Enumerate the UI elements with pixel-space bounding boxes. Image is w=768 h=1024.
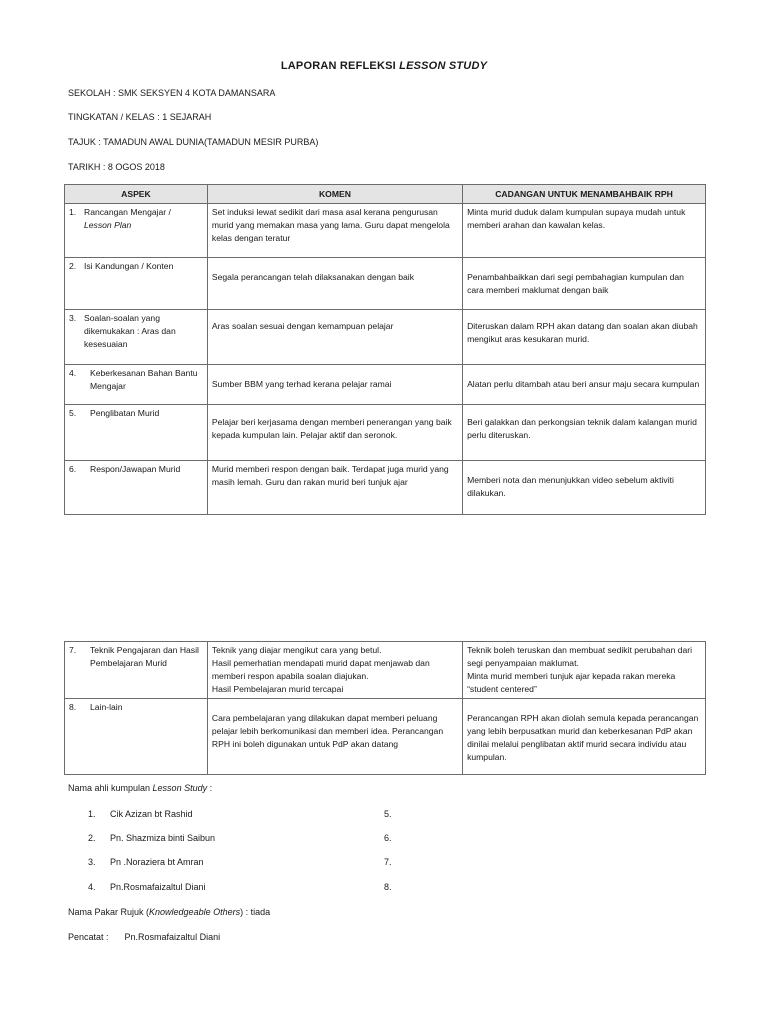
table-row — [65, 258, 706, 310]
table-row — [65, 405, 706, 461]
table-header-row — [65, 185, 706, 204]
komen-cell: Cara pembelajaran yang dilakukan dapat memberi peluang pelajar lebih berkomunikasi dan memberi idea. Perancangan RPH ini boleh digunakan untuk PdP akan datang — [207, 699, 462, 775]
row-number: 3. — [69, 313, 77, 323]
komen-cell: Pelajar beri kerjasama dengan memberi penerangan yang baik kepada kumpulan lain. Pelajar aktif dan seronok. — [207, 405, 462, 461]
meta-tajuk: TAJUK : TAMADUN AWAL DUNIA(TAMADUN MESIR PURBA) — [68, 137, 319, 147]
komen-cell: Set induksi lewat sedikit dari masa asal kerana pengurusan murid yang memakan masa yang lama. Guru dapat mengelola kelas dengan teratur — [207, 204, 462, 258]
table-row — [65, 310, 706, 365]
pakar-rujuk: Nama Pakar Rujuk (Knowledgeable Others) : tiada — [68, 907, 271, 917]
row-number: 2. — [69, 261, 77, 271]
lesson-plan-label: Lesson Plan — [84, 220, 132, 230]
komen-cell: Murid memberi respon dengan baik. Terdapat juga murid yang masih lemah. Guru dan rakan murid beri tunjuk ajar — [207, 461, 462, 515]
table-row — [65, 642, 706, 699]
meta-tarikh: TARIKH : 8 OGOS 2018 — [68, 162, 165, 172]
header-komen: KOMEN — [207, 185, 462, 204]
cadangan-cell: Alatan perlu ditambah atau beri ansur maju secara kumpulan — [463, 365, 706, 405]
aspek-cell: 3. Soalan-soalan yang dikemukakan : Aras dan kesesuaian — [65, 310, 208, 365]
aspek-cell: 7. Teknik Pengajaran dan Hasil Pembelajaran Murid — [65, 642, 208, 699]
pencatat: Pencatat : Pn.Rosmafaizaltul Diani — [68, 932, 221, 942]
meta-kelas: TINGKATAN / KELAS : 1 SEJARAH — [68, 112, 212, 122]
member-item: 4. Pn.Rosmafaizaltul Diani — [88, 882, 206, 892]
header-aspek: ASPEK — [65, 185, 208, 204]
table-row — [65, 699, 706, 775]
row-number: 1. — [69, 207, 77, 217]
row-number: 4. — [69, 368, 77, 378]
member-item: 1. Cik Azizan bt Rashid — [88, 809, 193, 819]
aspek-cell: 6. Respon/Jawapan Murid — [65, 461, 208, 515]
table-row — [65, 461, 706, 515]
member-slot-number: 7. — [384, 857, 392, 867]
komen-cell: Segala perancangan telah dilaksanakan dengan baik — [207, 258, 462, 310]
cadangan-cell: Teknik boleh teruskan dan membuat sedikit perubahan dari segi penyampaian maklumat. Minta murid memberi tunjuk ajar kepada rakan mereka “student centered” — [463, 642, 706, 699]
page-title: LAPORAN REFLEKSI LESSON STUDY — [280, 60, 488, 72]
title-italic: LESSON STUDY — [399, 60, 488, 72]
reflection-table — [64, 184, 706, 515]
aspek-cell: 8. Lain-lain — [65, 699, 208, 775]
row-number: 6. — [69, 464, 77, 474]
cadangan-cell: Beri galakkan dan perkongsian teknik dalam kalangan murid perlu diteruskan. — [463, 405, 706, 461]
komen-cell: Sumber BBM yang terhad kerana pelajar ramai — [207, 365, 462, 405]
cadangan-cell: Perancangan RPH akan diolah semula kepada perancangan yang lebih berpusatkan murid dan keberkesanan PdP akan dinilai melalui penglibatan aktif murid secara individu atau kumpulan. — [463, 699, 706, 775]
row-number: 5. — [69, 408, 77, 418]
cadangan-cell: Diteruskan dalam RPH akan datang dan soalan akan diubah mengikut aras kesukaran murid. — [463, 310, 706, 365]
aspek-cell: 2. Isi Kandungan / Konten — [65, 258, 208, 310]
aspek-cell: 4. Keberkesanan Bahan Bantu Mengajar — [65, 365, 208, 405]
member-item: 2. Pn. Shazmiza binti Saibun — [88, 833, 216, 843]
cadangan-cell: Memberi nota dan menunjukkan video sebelum aktiviti dilakukan. — [463, 461, 706, 515]
members-heading: Nama ahli kumpulan Lesson Study : — [68, 783, 213, 793]
member-slot-number: 6. — [384, 833, 392, 843]
row-number: 8. — [69, 702, 77, 712]
komen-cell: Aras soalan sesuai dengan kemampuan pelajar — [207, 310, 462, 365]
row-number: 7. — [69, 645, 77, 655]
table-row — [65, 204, 706, 258]
meta-sekolah: SEKOLAH : SMK SEKSYEN 4 KOTA DAMANSARA — [68, 88, 276, 98]
member-slot-number: 8. — [384, 882, 392, 892]
cadangan-cell: Minta murid duduk dalam kumpulan supaya mudah untuk memberi arahan dan kawalan kelas. — [463, 204, 706, 258]
aspek-cell: 1. Rancangan Mengajar / Lesson Plan — [65, 204, 208, 258]
member-slot-number: 5. — [384, 809, 392, 819]
aspek-cell: 5. Penglibatan Murid — [65, 405, 208, 461]
cadangan-cell: Penambahbaikkan dari segi pembahagian kumpulan dan cara memberi maklumat dengan baik — [463, 258, 706, 310]
table-row — [65, 365, 706, 405]
header-cadangan: CADANGAN UNTUK MENAMBAHBAIK RPH — [463, 185, 706, 204]
reflection-table-continued — [64, 641, 706, 775]
member-item: 3. Pn .Noraziera bt Amran — [88, 857, 204, 867]
komen-cell: Teknik yang diajar mengikut cara yang betul. Hasil pemerhatian mendapati murid dapat menjawab dan memberi respon apabila soalan diajukan. Hasil Pembelajaran murid tercapai — [207, 642, 462, 699]
